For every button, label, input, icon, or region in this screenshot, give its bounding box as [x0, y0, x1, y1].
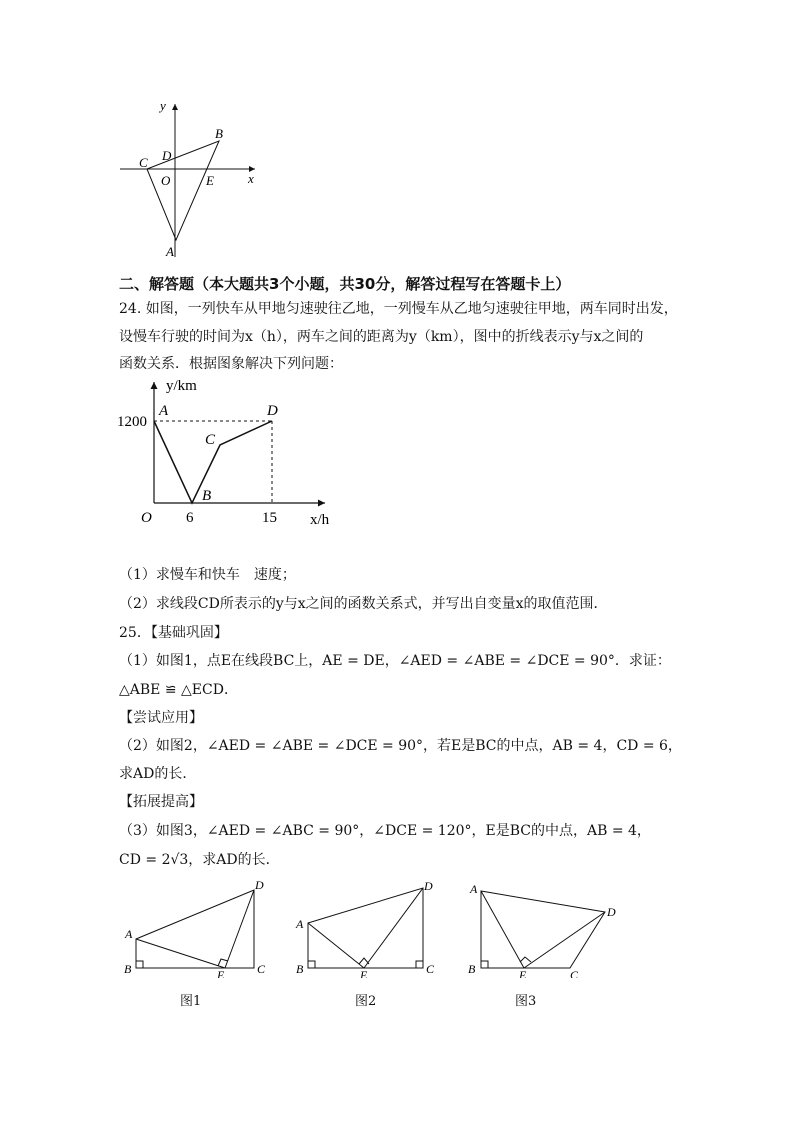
fig2-label-c: C	[426, 962, 435, 976]
fig2-right-angle-b	[308, 961, 315, 968]
fig3-label-a: A	[470, 882, 478, 896]
fig2-right-angle-c	[416, 961, 423, 968]
figure-3	[462, 878, 632, 978]
graph-origin: O	[141, 510, 152, 526]
section-heading: 二、解答题（本大题共3个小题，共30分，解答过程写在答题卡上）	[119, 275, 571, 293]
fig2-de	[364, 888, 423, 968]
q24-graph	[110, 372, 350, 532]
fig1-ae	[136, 939, 225, 968]
figure-1-caption: 图1	[180, 994, 202, 1009]
label-o: O	[161, 173, 171, 188]
fig2-label-d: D	[424, 879, 433, 893]
fig2-label-e: E	[360, 968, 368, 978]
graph-point-b: B	[202, 488, 212, 504]
fig1-label-c: C	[257, 962, 266, 976]
graph-point-c: C	[205, 432, 216, 448]
q25-title: 25．【基础巩固】	[119, 625, 228, 641]
fig3-right-angle-e	[520, 957, 531, 962]
fig3-label-e: E	[519, 968, 527, 978]
fig1-label-d: D	[255, 878, 264, 892]
q24-line2: 设慢车行驶的时间为x（h），两车之间的距离为y（km），图中的折线表示y与x之间的	[119, 329, 644, 345]
label-x: x	[248, 171, 254, 186]
fig1-label-e: E	[217, 968, 225, 978]
label-d: D	[162, 148, 172, 163]
fig2-label-b: B	[296, 962, 304, 976]
label-c: C	[139, 155, 148, 170]
graph-x-label: x/h	[310, 512, 330, 528]
q24-sub2: （2）求线段CD所表示的y与x之间的函数关系式，并写出自变量x的取值范围．	[119, 596, 608, 612]
fig1-de	[225, 890, 254, 968]
figure-3-caption: 图3	[515, 994, 537, 1009]
q24-line3: 函数关系．根据图象解决下列问题：	[119, 356, 343, 372]
top-coordinate-figure	[110, 92, 270, 262]
q25-try-title: 【尝试应用】	[119, 710, 203, 726]
q24-sub1: （1）求慢车和快车 速度；	[119, 567, 296, 583]
label-a: A	[166, 244, 174, 259]
triangle-abc	[147, 141, 219, 240]
label-b: B	[215, 126, 223, 141]
q25-p2-line2: 求AD的长．	[119, 766, 197, 782]
graph-point-a: A	[159, 403, 169, 419]
fig2-outline	[308, 888, 423, 968]
graph-y-label: y/km	[166, 378, 197, 394]
fig2-label-a: A	[296, 917, 304, 931]
q25-p3-line1: （3）如图3，∠AED = ∠ABC = 90°，∠DCE = 120°，E是BC的中点，AB = 4，	[119, 823, 651, 839]
q25-p1-line2: △ABE ≌ △ECD．	[119, 682, 238, 698]
fig3-label-d: D	[607, 905, 616, 919]
q25-p3-line2: CD = 2√3，求AD的长．	[119, 852, 280, 868]
q25-p1-line1: （1）如图1，点E在线段BC上，AE = DE，∠AED = ∠ABE = ∠DCE = 90°．求证：	[119, 653, 671, 669]
fig1-label-b: B	[124, 962, 132, 976]
figure-1	[120, 878, 270, 978]
figure-2	[290, 878, 440, 978]
fig3-right-angle-b	[481, 961, 488, 968]
graph-point-d: D	[267, 403, 278, 419]
graph-x-tick-15: 15	[262, 510, 277, 526]
fig2-ae	[308, 923, 364, 968]
label-y: y	[160, 98, 166, 113]
q25-ext-title: 【拓展提高】	[119, 794, 203, 810]
figure-2-caption: 图2	[355, 994, 377, 1009]
fig3-ae	[481, 891, 524, 968]
fig1-label-a: A	[125, 927, 133, 941]
fig3-de	[524, 912, 605, 968]
graph-y-tick: 1200	[117, 414, 147, 430]
fig3-outline	[481, 891, 605, 968]
q24-line1: 24. 如图，一列快车从甲地匀速驶往乙地，一列慢车从乙地匀速驶往甲地，两车同时出发，	[119, 301, 678, 317]
fig1-right-angle-b	[136, 961, 143, 968]
fig3-label-b: B	[468, 962, 476, 976]
label-e: E	[206, 173, 214, 188]
graph-x-tick-6: 6	[186, 510, 194, 526]
q25-p2-line1: （2）如图2，∠AED = ∠ABE = ∠DCE = 90°，若E是BC的中点，AB = 4，CD = 6，	[119, 738, 682, 754]
fig1-outline	[136, 890, 254, 968]
fig3-label-c: C	[570, 968, 579, 978]
